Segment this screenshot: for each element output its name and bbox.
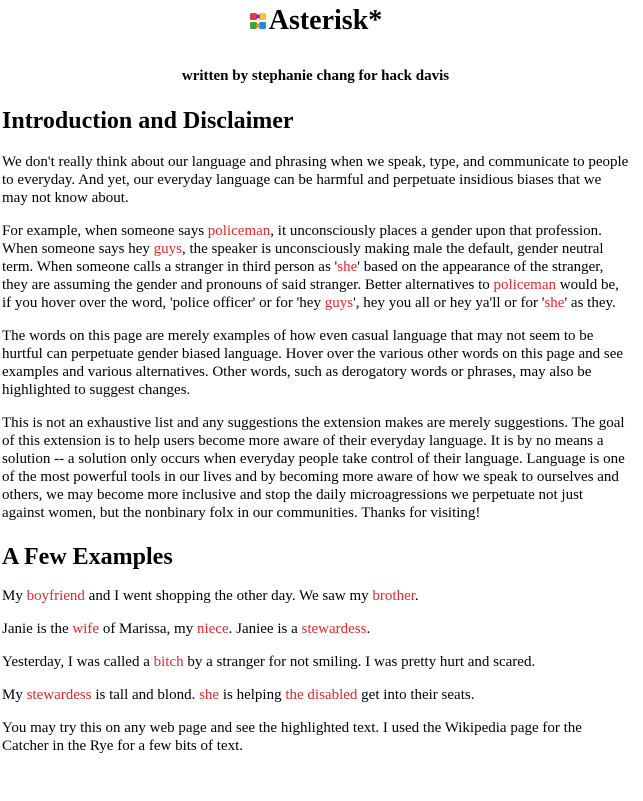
text: , the speaker is unconsciously making male the default, gender neutral term. When someone calls a stranger in third person as ' — [2, 241, 604, 275]
text: My — [2, 687, 27, 703]
text: is helping — [219, 687, 286, 703]
logo-piece — [256, 15, 260, 19]
text: ' as they. — [564, 295, 616, 311]
puzzle-logo-icon — [249, 12, 267, 30]
highlighted-word-niece[interactable]: niece — [196, 621, 229, 637]
page — [0, 6, 643, 755]
text: and I went shopping the other day. We saw my — [84, 588, 373, 604]
text: ', hey you all or hey ya'll or for ' — [353, 295, 545, 311]
text: My — [2, 588, 27, 604]
highlighted-word-wife[interactable]: wife — [72, 621, 100, 637]
text: . — [414, 588, 419, 604]
text: . — [366, 621, 371, 637]
words-paragraph: The words on this page are merely examples of how even casual language that may not seem to be hurtful can perpetuate gender biased language. Hover over the various other words on this page and see examples and various alternatives. Other words, such as derogatory words or phrases, may also be highlighted to suggest changes. — [2, 328, 624, 398]
highlighted-word-policeman[interactable]: policeman — [493, 277, 557, 293]
highlighted-word-guys[interactable]: guys — [324, 295, 354, 311]
logo-piece — [259, 22, 266, 29]
highlighted-word-she[interactable]: she — [544, 295, 565, 311]
text: by a stranger for not smiling. I was pretty hurt and scared. — [183, 654, 536, 670]
intro-heading: Introduction and Disclaimer — [2, 108, 294, 134]
byline: written by stephanie chang for hack davis — [181, 68, 450, 84]
logo-piece — [250, 22, 257, 29]
page-title: Asterisk* — [268, 5, 383, 36]
closing-paragraph: You may try this on any web page and see the highlighted text. I used the Wikipedia page for the Catcher in the Rye for a few bits of text. — [2, 720, 582, 754]
text: would be, if you hover over the word, 'police officer' or for 'hey — [2, 277, 619, 311]
highlighted-word-guys[interactable]: guys — [153, 241, 182, 257]
example-sentence — [2, 587, 629, 605]
highlighted-word-bitch[interactable]: bitch — [153, 654, 184, 670]
example-sentence — [2, 653, 629, 671]
text: is tall and blond. — [91, 687, 200, 703]
highlighted-word-brother[interactable]: brother — [372, 588, 415, 604]
intro-paragraph: We don't really think about our language and phrasing when we speak, type, and communicate to people to everyday. And yet, our everyday language can be harmful and perpetuate insidious biases that we may not know about. — [2, 154, 629, 206]
highlighted-word-stewardess[interactable]: stewardess — [301, 621, 367, 637]
text: . Janiee is a — [228, 621, 302, 637]
disclaimer-paragraph: This is not an exhaustive list and any suggestions the extension makes are merely suggestions. The goal of this extension is to help users become more aware of their everyday language. It is by no means a solution -- a solution only occurs when everyday people take control of their language. Language is one of the most powerful tools in our lives and by becoming more aware of how we speak to ourselves and others, we may become more inclusive and stop the daily microagressions we perpetuate not just against women, but the nonbinary folx in our communities. Thanks for visiting! — [2, 415, 625, 521]
text: of Marissa, my — [99, 621, 197, 637]
highlighted-word-boyfriend[interactable]: boyfriend — [26, 588, 85, 604]
examples-heading: A Few Examples — [2, 544, 173, 570]
title-row — [2, 6, 629, 40]
text: , it unconsciously places a gender upon that profession. When someone says hey — [2, 223, 602, 257]
logo-piece — [259, 13, 266, 20]
highlighted-word-policeman[interactable]: policeman — [207, 223, 271, 239]
example-paragraph — [2, 222, 629, 312]
text: For example, when someone says — [2, 223, 208, 239]
highlighted-word-stewardess[interactable]: stewardess — [26, 687, 92, 703]
text: ' based on the appearance of the stranger, they are assuming the gender and pronouns of said stranger. Better alternatives to — [2, 259, 604, 293]
highlighted-word-she[interactable]: she — [199, 687, 220, 703]
example-sentence — [2, 686, 629, 704]
text: get into their seats. — [357, 687, 475, 703]
text: Yesterday, I was called a — [2, 654, 154, 670]
text: Janie is the — [2, 621, 73, 637]
logo-piece — [250, 13, 257, 20]
highlighted-word-the-disabled[interactable]: the disabled — [285, 687, 358, 703]
logo-piece — [256, 24, 260, 28]
example-sentence — [2, 620, 629, 638]
highlighted-word-she[interactable]: she — [337, 259, 358, 275]
